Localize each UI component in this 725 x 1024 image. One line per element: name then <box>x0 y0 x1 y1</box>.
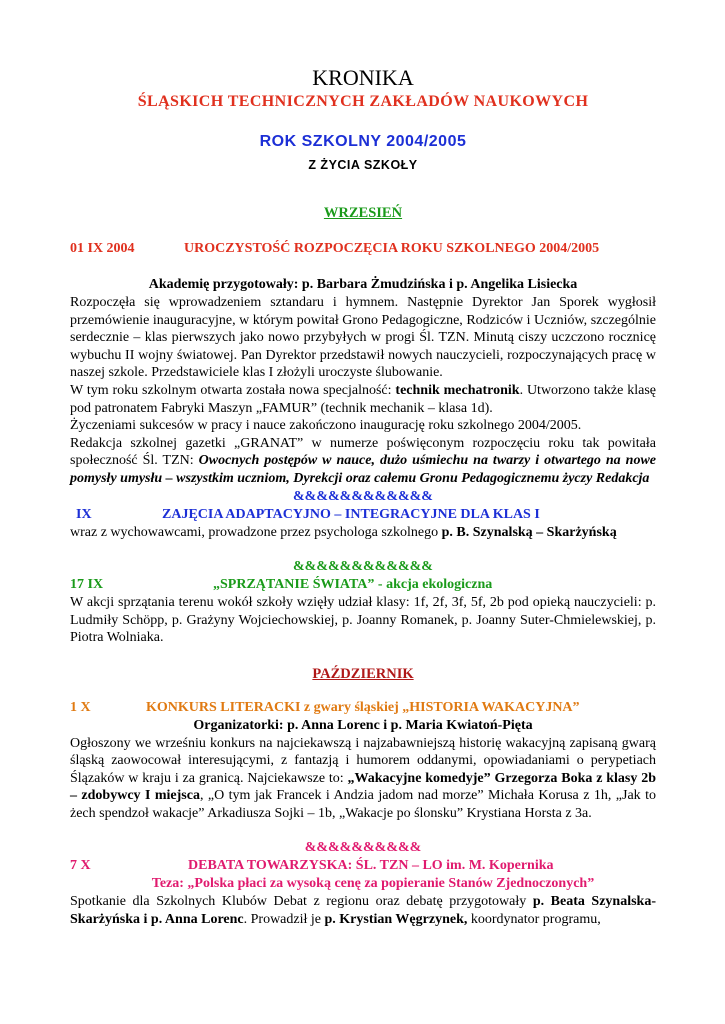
event-title: KONKURS LITERACKI z gwary śląskiej „HISTORIA WAKACYJNA” <box>146 699 580 715</box>
event-heading <box>70 240 656 258</box>
event-date: IX <box>76 506 92 522</box>
event-paragraph: W akcji sprzątania terenu wokół szkoły wzięły udział klasy: 1f, 2f, 3f, 5f, 2b pod opieką nauczycieli: p. Ludmiły Schöpp, p. Grażyny Wojciechowskiej, p. Joanny Romanek, p. Joanny Suter-Chmielewskiej, p. Piotra Wolniaka. <box>70 595 656 646</box>
event-title: DEBATA TOWARZYSKA: ŚL. TZN – LO im. M. Kopernika <box>188 858 554 874</box>
month-heading-october: PAŹDZIERNIK <box>312 665 414 682</box>
event-date: 1 X <box>70 699 91 715</box>
event-heading <box>70 576 656 594</box>
section-separator: &&&&&&&&&&&& <box>293 488 433 504</box>
event-heading <box>70 699 656 717</box>
event-paragraph: Życzeniami sukcesów w pracy i nauce zakończono inaugurację roku szkolnego 2004/2005. <box>70 418 582 434</box>
event-paragraph: Spotkanie dla Szkolnych Klubów Debat z regionu oraz debatę przygotowały p. Beata Szynalska-Skarżyńska i p. Anna Lorenc. Prowadził je p. Krystian Węgrzynek, koordynator programu, <box>70 894 656 928</box>
event-organizers: Organizatorki: p. Anna Lorenc i p. Maria Kwiatoń-Pięta <box>193 717 533 733</box>
event-paragraph: Ogłoszony we wrześniu konkurs na najciekawszą i najzabawniejszą historię wakacyjną zapisaną gwarą śląską zaowocował interesującymi, z fantazją i humorem oddanymi, opowiadaniami o perypetiach Ślązaków w kraju i za granicą. Najciekawsze to: „Wakacyjne komedyje” Grzegorza Boka z klasy 2b – zdobywcy I miejsca, „O tym jak Francek i Andzia jadom nad morze” Michała Korusa z 1h, „Jak to żech spendzoł wakacje” Arkadiusza Sojki – 1b, „Wakacje po ślonsku” Krystiana Horsta z 3a. <box>70 735 657 821</box>
document-page <box>70 66 656 929</box>
event-title: UROCZYSTOŚĆ ROZPOCZĘCIA ROKU SZKOLNEGO 2004/2005 <box>184 241 600 256</box>
event-heading <box>70 506 656 524</box>
school-year-heading: ROK SZKOLNY 2004/2005 <box>259 133 467 150</box>
school-life-heading: Z ŻYCIA SZKOŁY <box>308 158 418 172</box>
document-title: KRONIKA <box>312 65 414 90</box>
event-paragraph: Rozpoczęła się wprowadzeniem sztandaru i hymnem. Następnie Dyrektor Jan Sporek wygłosił przemówienie inauguracyjne, w którym powitał Grono Pedagogiczne, Rodziców i Uczniów, szczególnie serdecznie – klas pierwszych jako nowo przybyłych w progi Śl. TZN. Minutą ciszy uczczono rocznicę wybuchu II wojny światowej. Pan Dyrektor przedstawił nowych nauczycieli, rozpoczynających pracę w naszej szkole. Przedstawiciele klas I złożyli uroczyste ślubowanie. <box>70 295 656 381</box>
event-title: „SPRZĄTANIE ŚWIATA” - akcja ekologiczna <box>213 577 493 593</box>
event-date: 7 X <box>70 858 91 874</box>
event-title: ZAJĘCIA ADAPTACYJNO – INTEGRACYJNE DLA KLAS I <box>162 506 540 522</box>
event-paragraph: wraz z wychowawcami, prowadzone przez psychologa szkolnego p. B. Szynalską – Skarżyńską <box>70 524 617 540</box>
document-subtitle: ŚLĄSKICH TECHNICZNYCH ZAKŁADÓW NAUKOWYCH <box>137 93 589 110</box>
section-separator: &&&&&&&&&&&& <box>293 559 433 575</box>
event-heading <box>70 857 656 875</box>
month-heading-september: WRZESIEŃ <box>323 205 403 221</box>
event-thesis: Teza: „Polska płaci za wysoką cenę za popieranie Stanów Zjednoczonych” <box>151 876 595 892</box>
event-paragraph: Redakcja szkolnej gazetki „GRANAT” w numerze poświęconym rozpoczęciu roku tak powitała społeczność Śl. TZN: Owocnych postępów w nauce, dużo uśmiechu na twarzy i otwartego na nowe pomysły umysłu – wszystkim uczniom, Dyrekcji oraz całemu Gronu Pedagogicznemu życzy Redakcja <box>70 435 656 486</box>
event-organizers: Akademię przygotowały: p. Barbara Żmudzińska i p. Angelika Lisiecka <box>148 277 578 292</box>
event-date: 01 IX 2004 <box>70 241 135 256</box>
section-separator: &&&&&&&&&& <box>304 840 422 856</box>
event-paragraph: W tym roku szkolnym otwarta została nowa specjalność: technik mechatronik. Utworzono także klasę pod patronatem Fabryki Maszyn „FAMUR” (technik mechanik – klasa 1d). <box>70 382 656 416</box>
event-date: 17 IX <box>70 577 104 593</box>
